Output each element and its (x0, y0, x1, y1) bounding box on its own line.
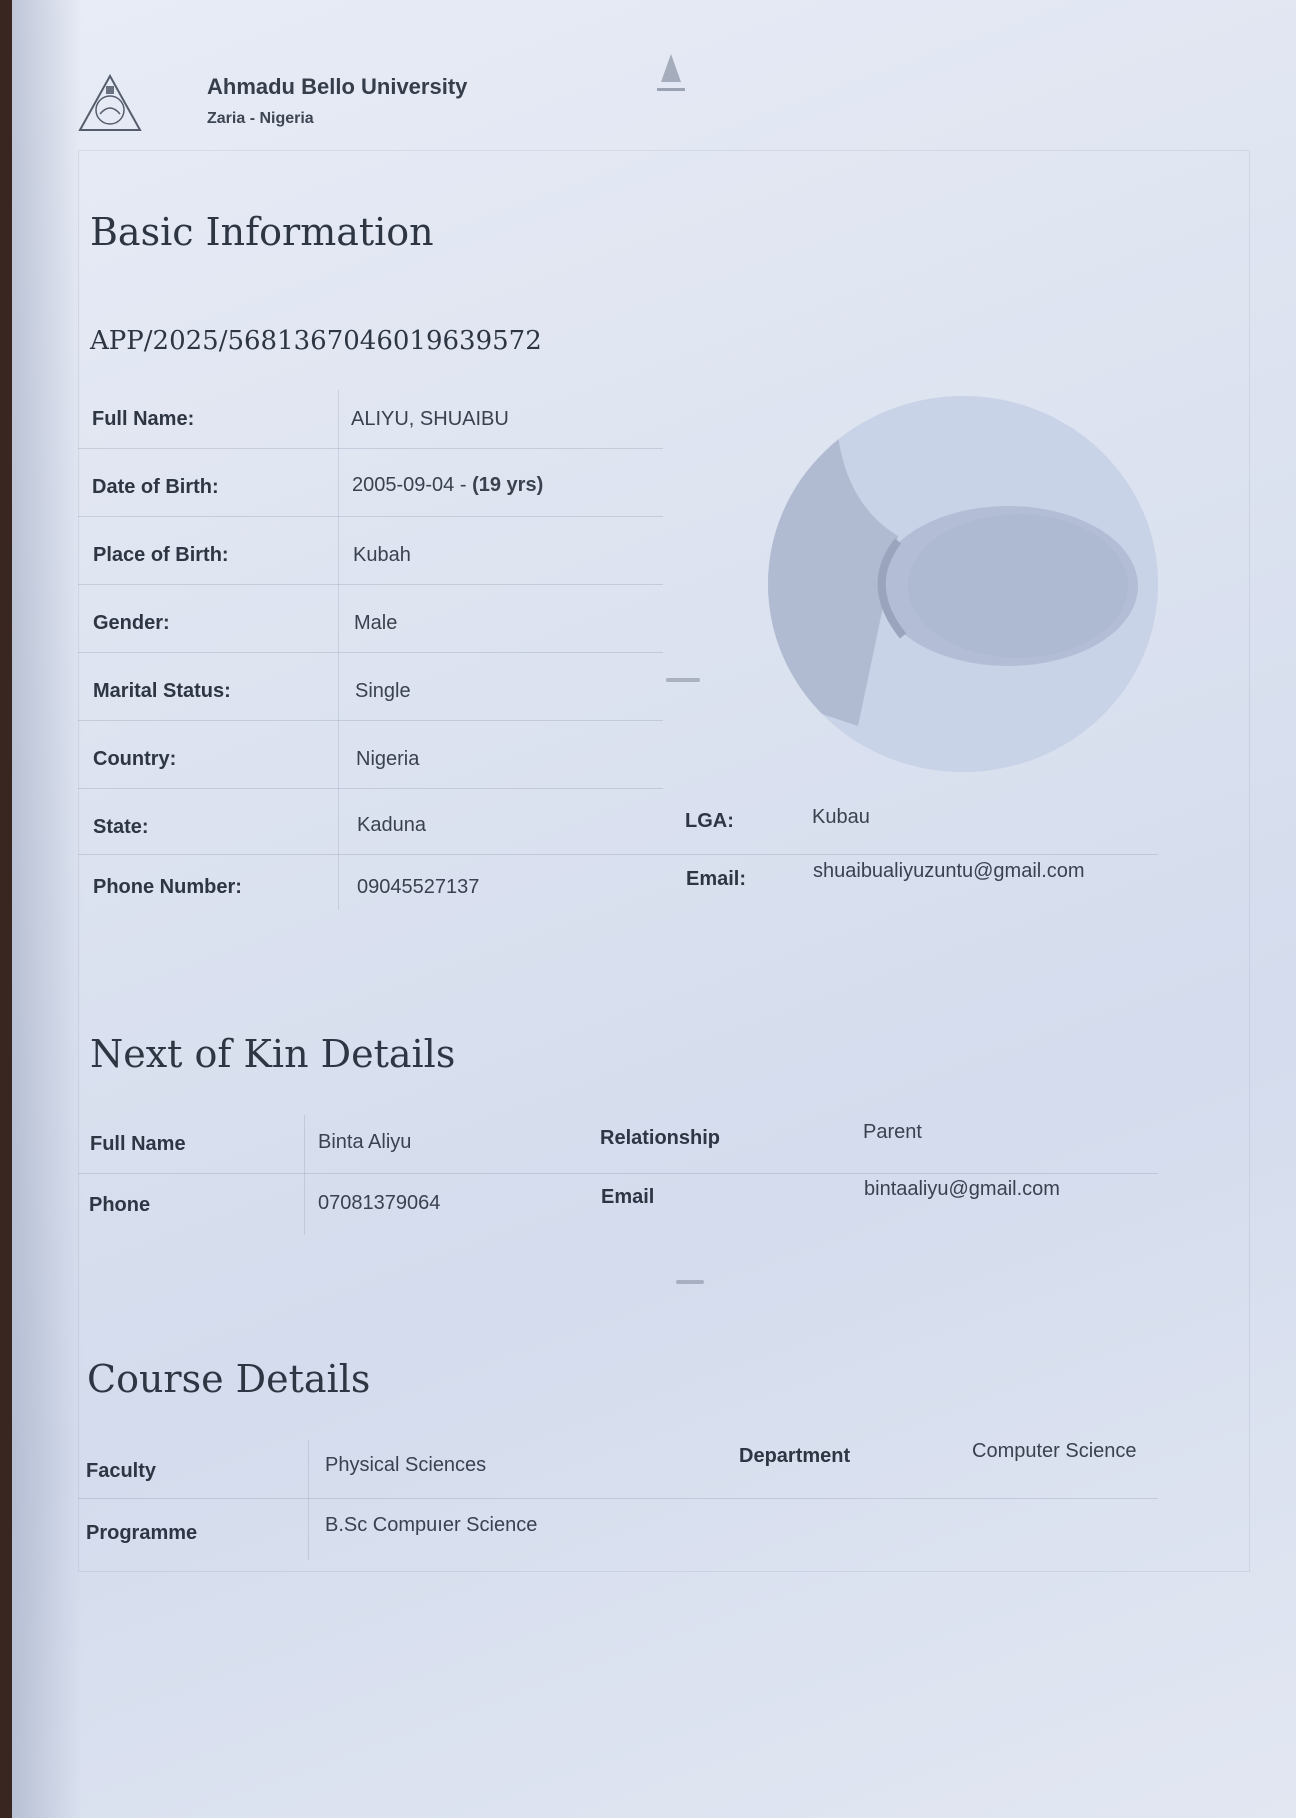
course-details-title: Course Details (87, 1357, 371, 1401)
state-label: State: (93, 816, 149, 838)
row-date-of-birth (78, 458, 663, 517)
country-value: Nigeria (356, 748, 420, 770)
phone-label: Phone Number: (93, 876, 242, 898)
row-country (78, 730, 663, 789)
pob-label: Place of Birth: (93, 544, 229, 566)
full-name-label: Full Name: (92, 408, 195, 430)
phone-value: 09045527137 (357, 876, 480, 898)
abu-crest-icon (78, 74, 142, 134)
gender-label: Gender: (93, 612, 170, 634)
application-number: APP/2025/5681367046019639572 (90, 326, 542, 356)
kin-full-name-value: Binta Aliyu (318, 1131, 412, 1153)
dob-age: (19 yrs) (472, 474, 544, 496)
pob-value: Kubah (353, 544, 411, 566)
email-label: Email: (686, 868, 747, 890)
dob-label: Date of Birth: (92, 476, 219, 498)
row-programme (78, 1502, 1158, 1560)
row-kin-phone (78, 1176, 1158, 1234)
dob-date: 2005-09-04 - (352, 474, 473, 496)
paper-mark (676, 1280, 704, 1284)
marital-status-value: Single (355, 680, 411, 702)
row-full-name (78, 390, 663, 449)
lga-value: Kubau (812, 806, 870, 828)
photo-silhouette (768, 396, 1158, 772)
gender-value: Male (354, 612, 398, 634)
department-value: Computer Science (972, 1440, 1137, 1462)
full-name-value: ALIYU, SHUAIBU (351, 408, 509, 430)
kin-relationship-value: Parent (863, 1121, 922, 1143)
programme-value: B.Sc Compuıer Science (325, 1514, 538, 1536)
programme-label: Programme (86, 1522, 198, 1544)
row-faculty-department (78, 1440, 1158, 1499)
faculty-label: Faculty (86, 1460, 157, 1482)
kin-full-name-label: Full Name (90, 1133, 186, 1155)
paper-fold-shadow (12, 0, 82, 1818)
marital-status-label: Marital Status: (93, 680, 231, 702)
watermark-tree-icon (655, 52, 687, 96)
kin-email-label: Email (601, 1186, 655, 1208)
country-label: Country: (93, 748, 177, 770)
kin-email-value: bintaaliyu@gmail.com (864, 1178, 1060, 1200)
faculty-value: Physical Sciences (325, 1454, 487, 1476)
kin-relationship-label: Relationship (600, 1127, 721, 1149)
department-label: Department (739, 1445, 851, 1467)
email-value: shuaibualiyuzuntu@gmail.com (813, 860, 1085, 882)
university-name: Ahmadu Bello University (207, 74, 468, 99)
row-place-of-birth (78, 526, 663, 585)
basic-info-title: Basic Information (90, 210, 434, 254)
kin-phone-value: 07081379064 (318, 1192, 441, 1214)
state-value: Kaduna (357, 814, 426, 836)
row-phone-email (78, 856, 1158, 914)
row-gender (78, 594, 663, 653)
lga-label: LGA: (685, 810, 734, 832)
row-marital-status (78, 662, 663, 721)
kin-phone-label: Phone (89, 1194, 151, 1216)
next-of-kin-title: Next of Kin Details (90, 1032, 456, 1076)
row-state-lga (78, 796, 1158, 855)
paper-mark (666, 678, 700, 682)
university-location: Zaria - Nigeria (207, 110, 314, 127)
applicant-photo (768, 396, 1158, 772)
dob-value (352, 474, 543, 497)
row-kin-name (78, 1115, 1158, 1174)
